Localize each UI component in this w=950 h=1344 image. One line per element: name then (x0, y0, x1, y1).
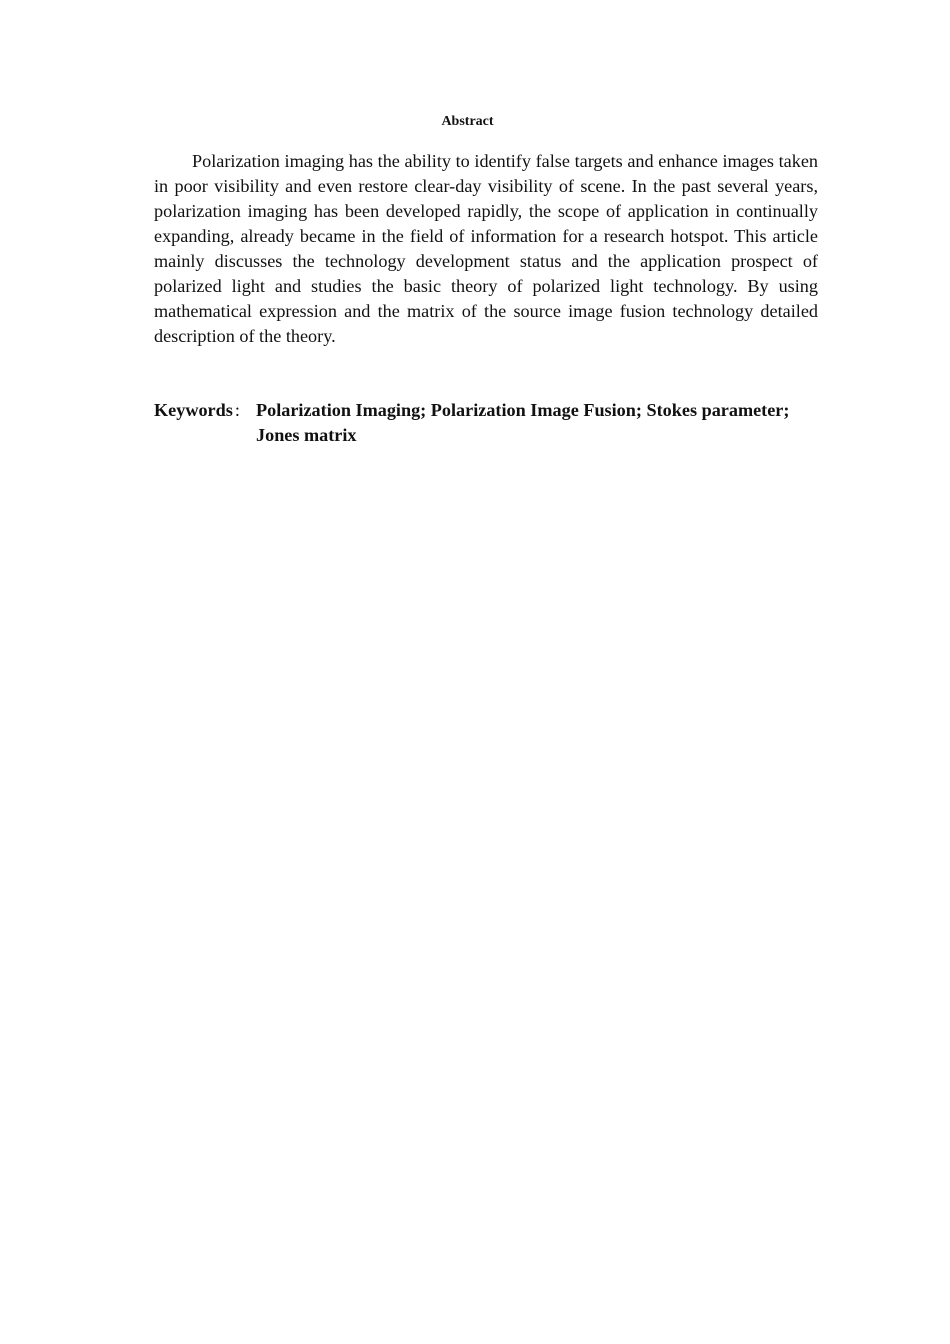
keywords-separator: : (234, 400, 240, 420)
keywords-line (154, 398, 824, 448)
keywords-list: Polarization Imaging; Polarization Image Fusion; Stokes parameter; Jones matrix (256, 400, 790, 445)
keywords-label: Keywords (154, 400, 233, 420)
keywords-label-group (154, 398, 256, 448)
abstract-heading: Abstract (441, 114, 494, 129)
abstract-body: Polarization imaging has the ability to identify false targets and enhance images taken in poor visibility and even restore clear-day visibility of scene. In the past several years, polarization imaging has been developed rapidly, the scope of application in continually expanding, already became in the field of information for a research hotspot. This article mainly discusses the technology development status and the application prospect of polarized light and studies the basic theory of polarized light technology. By using mathematical expression and the matrix of the source image fusion technology detailed description of the theory. (154, 151, 818, 346)
